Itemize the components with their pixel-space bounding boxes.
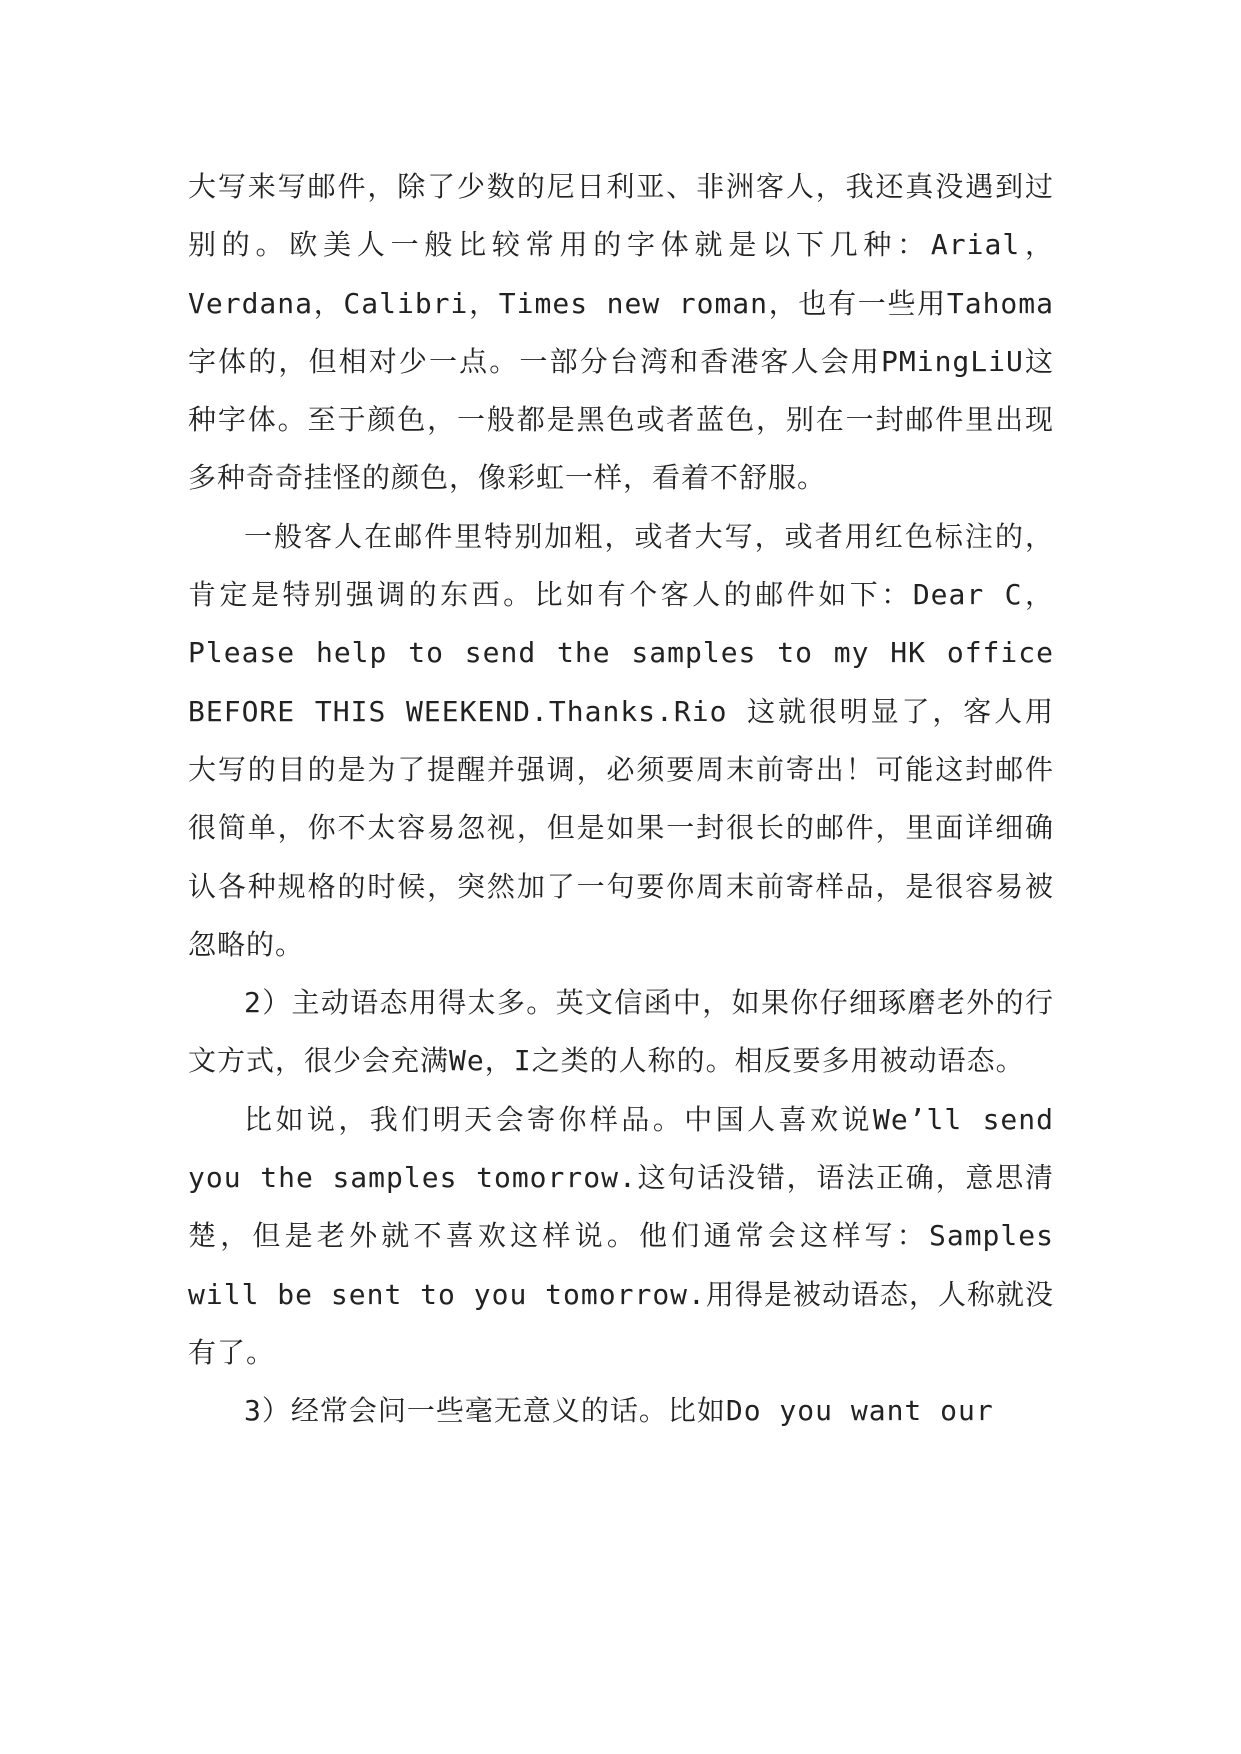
paragraph-meaningless-questions: 3）经常会问一些毫无意义的话。比如Do you want our — [244, 1394, 994, 1428]
document-page — [188, 158, 1054, 1441]
paragraph-passive-voice-example: 比如说，我们明天会寄你样品。中国人喜欢说We’ll send you the samples tomorrow.这句话没错，语法正确，意思清楚，但是老外就不喜欢这样说。他们通常会这样写：Samples will be sent to you tomorrow.用得是被动语态，人称就没有了。 — [188, 1102, 1054, 1369]
paragraph-emphasis-example: 一般客人在邮件里特别加粗，或者大写，或者用红色标注的，肯定是特别强调的东西。比如有个客人的邮件如下：Dear C，Please help to send the samples to my HK office BEFORE THIS WEEKEND.Thanks.Rio 这就很明显了，客人用大写的目的是为了提醒并强调，必须要周末前寄出！可能这封邮件很简单，你不太容易忽视，但是如果一封很长的邮件，里面详细确认各种规格的时候，突然加了一句要你周末前寄样品，是很容易被忽略的。 — [188, 519, 1054, 961]
paragraph-fonts-and-colors: 大写来写邮件，除了少数的尼日利亚、非洲客人，我还真没遇到过别的。欧美人一般比较常用的字体就是以下几种：Arial，Verdana，Calibri，Times new roman，也有一些用Tahoma字体的，但相对少一点。一部分台湾和香港客人会用PMingLiU这种字体。至于颜色，一般都是黑色或者蓝色，别在一封邮件里出现多种奇奇挂怪的颜色，像彩虹一样，看着不舒服。 — [188, 170, 1054, 495]
paragraph-active-voice: 2）主动语态用得太多。英文信函中，如果你仔细琢磨老外的行文方式，很少会充满We，I之类的人称的。相反要多用被动语态。 — [188, 986, 1054, 1078]
